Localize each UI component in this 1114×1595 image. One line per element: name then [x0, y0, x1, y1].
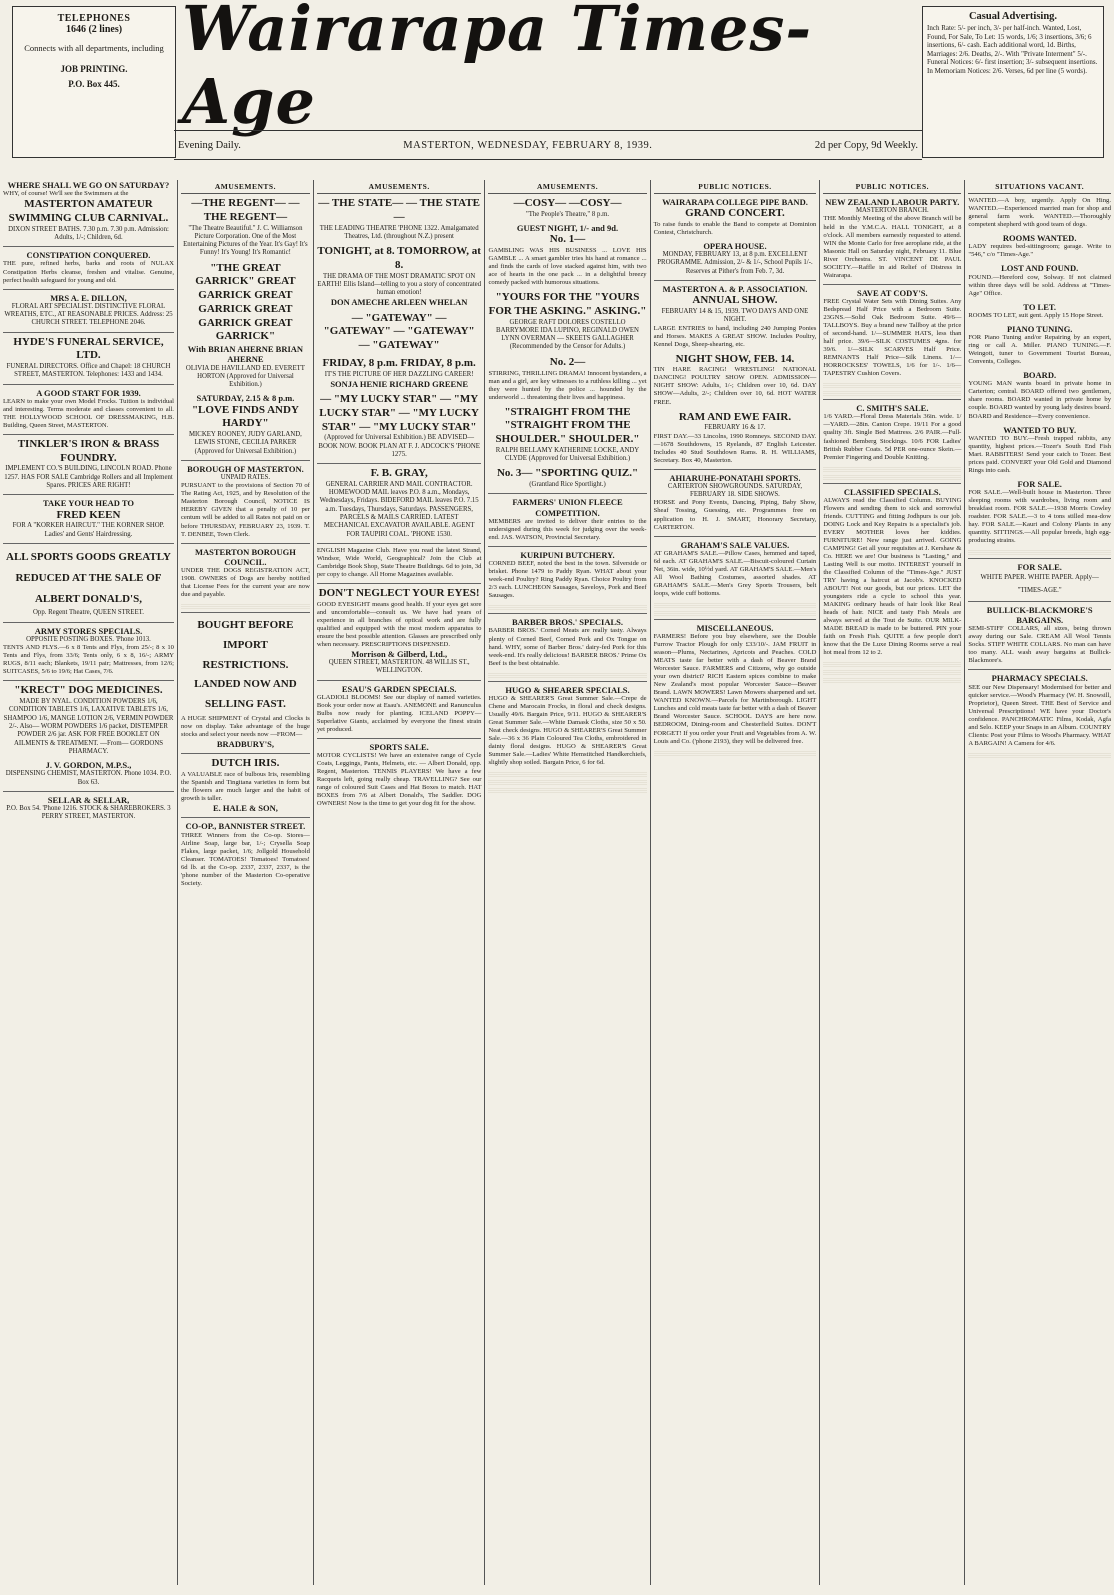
ad-title: —THE REGENT— —THE REGENT— [191, 197, 300, 223]
text-filler [823, 677, 961, 683]
ad-text: HORSE and Pony Events, Dancing, Piping, Baby Show, Sheaf Tossing, Guessing, etc. Programmes free on application to H. J. SMART, Honorary Secretary, CARTERTON. [653, 499, 817, 531]
ad-text: CORNED BEEF, noted the best in the town. Silverside or brisket. Phone 1479 to Paddy Ryan. WHAT about your week-end Poultry? Ring Paddy Ryan. Choice Poultry from 2/3 each. LUNCHEON Sausages, Saveloys, Pork and Beef Sausages. [488, 560, 647, 600]
text-filler [488, 779, 646, 785]
dateline-bar [174, 130, 922, 160]
ad-title: MASTERTON AMATEUR SWIMMING CLUB CARNIVAL. [8, 198, 169, 224]
column-2 [178, 180, 314, 1585]
ad-text: SEE our New Dispensary! Modernised for better and quicker service.—Wood's Pharmacy (W. H. Snowsill, Proprietor), Queen Street. THE Best of Service and Universal Prescriptions! WE have your Doctor's confidence. PANCHROMATIC Films, Kodak, Agfa and Selo. KEEP your Snaps in an Album. COUNTRY Clients: Post your Films to Wood's Pharmacy. WHAT A BARGAIN! A Camera for 4/6. [968, 683, 1111, 747]
ad-details: GENERAL CARRIER AND MAIL CONTRACTOR. HOMEWOOD MAIL leaves P.O. 8 a.m., Mondays, Wednesdays, Fridays. BIDEFORD MAIL leaves P.O. 7.15 a.m. Tuesdays, Thursdays, Saturdays. PASSENGERS, PARCELS & MAILS CARRIED. LATEST MECHANICAL EXCAVATOR AVAILABLE. AGENT FOR TAUPIRI COAL. 'PHONE 1530. [319, 480, 479, 538]
wanted-to-buy [968, 425, 1111, 475]
column-heading: AMUSEMENTS. [317, 180, 482, 194]
ad-details: "The People's Theatre," 8 p.m. [525, 210, 610, 218]
divider [823, 483, 961, 484]
price-label: 2d per Copy, 9d Weekly. [814, 139, 918, 151]
divider [317, 543, 482, 544]
ad-title: BOUGHT BEFORE IMPORT RESTRICTIONS. LANDED NOW AND SELLING FAST. [194, 619, 297, 711]
andy-hardy-ad [181, 393, 310, 456]
unpaid-rates-notice [181, 464, 310, 539]
ad-heading: With BRIAN AHERNE BRIAN AHERNE [187, 344, 304, 365]
ad-details: Opp. Regent Theatre, QUEEN STREET. [33, 609, 144, 617]
situations-vacant [968, 197, 1111, 229]
ad-title: TINKLER'S IRON & BRASS FOUNDRY. [17, 437, 160, 464]
ad-details: OPPOSITE POSTING BOXES. 'Phone 1013. [26, 635, 151, 643]
ad-title: No. 2— [549, 355, 586, 368]
edition-label: Evening Daily. [178, 139, 241, 151]
ad-details: THE DRAMA OF THE MOST DRAMATIC SPOT ON EARTH! Ellis Island—telling to you a story of concentrated human emotion! [317, 272, 482, 297]
regent-ad [181, 197, 310, 258]
text-filler [823, 466, 961, 472]
divider [654, 619, 817, 620]
ad-heading: CO-OP., BANNISTER STREET. [185, 821, 306, 832]
ad-heading: SPORTS SALE. [369, 742, 429, 753]
ad-title: DON'T NEGLECT YOUR EYES! [318, 587, 480, 599]
ad-title: No. 1— [549, 233, 586, 246]
ad-heading: DON AMECHE ARLEEN WHELAN [330, 297, 468, 308]
ad-title: TONIGHT, at 8. TOMORROW, at 8. [317, 245, 481, 271]
fb-gray-ad [317, 467, 482, 539]
divider [181, 817, 310, 818]
job-printing: JOB PRINTING. [60, 63, 128, 74]
eyes-ad [317, 587, 482, 676]
c-smiths-sale-ad [823, 403, 961, 461]
ad-text: ROOMS TO LET, suit gent. Apply 15 Hope Street. [968, 311, 1104, 319]
esau-garden-ad [317, 684, 482, 734]
ad-heading: MRS A. E. DILLON, [50, 292, 127, 303]
ad-text: 1/6 YARD.—Floral Dress Materials 36in. wide. 1/—YARD.—28in. Canton Crepe. 19/11 For a good quality 3ft. Single Bed Mattress. 2/6 PAIR.—Full-fashioned Bemberg Stockings. 10/6 FOR Ladies' British Rubber Coats. 5d PER one-ounce Skein.—Premier Fingering and Double Knitting. [823, 413, 962, 461]
ad-text: WANTED.—A boy, urgently. Apply On Hing. WANTED.—Experienced married man for shop and general farm work. WANTED.—Thoroughly competent shepherd with good team of dogs. [968, 197, 1111, 229]
masthead [0, 0, 1114, 178]
ad-text: FOUND.—Hereford cow, Solway. If not claimed within three days will be sold. Address at "Times-Age" Office. [968, 273, 1111, 297]
divider [317, 738, 482, 739]
telephones-label: TELEPHONES [57, 13, 131, 24]
ahiaruhe-sports-notice [654, 473, 817, 532]
ad-title: —COSY— —COSY— [513, 197, 622, 209]
miscellaneous-ads [654, 623, 817, 746]
ad-heading: FOR SALE. [1017, 478, 1062, 489]
ad-heading: MASTERTON BOROUGH COUNCIL. [194, 546, 296, 567]
ad-details: FEBRUARY 16 & 17. [704, 424, 766, 432]
ad-heading: PHARMACY SPECIALS. [991, 673, 1088, 684]
divider [968, 558, 1111, 559]
telephones-number: 1646 (2 lines) [65, 24, 123, 35]
ad-heading: BULLICK-BLACKMORE'S BARGAINS. [986, 604, 1093, 626]
ad-title: ANNUAL SHOW. [692, 294, 778, 307]
ad-details: FOR A "KORKER HAIRCUT." THE KORNER SHOP. Ladies' and Gents' Hairdressing. [12, 522, 165, 538]
bradburys-ad [181, 616, 310, 749]
divider [3, 384, 174, 385]
ad-details: MICKEY ROONEY, JUDY GARLAND, LEWIS STONE, CECILIA PARKER (Approved for Universal Exhibition.) [189, 431, 302, 455]
sellar-ad [3, 795, 174, 822]
newspaper-title: Wairarapa Times-Age [182, 0, 813, 138]
ad-title: No. 3— "SPORTING QUIZ." [496, 467, 639, 480]
ad-text: FARMERS! Before you buy elsewhere, see the Double Furrow Tractor Plough for only £33/10/-. JAM FRUIT in season—Plums, Nectarines, Apricots and Peaches. COLD MEATS taste far better with a dash of Beaver Brand Worcester Sauce. FARMERS and Citizens, why go outside your own district? RICH Eastern spices combine to make New Zealand's most popular Worcester Sauce—Beaver Brand. LAWN MOWERS! Lawn Mowers sharpened and set. WANTED KNOWN.—Parcels for Martinborough. LIGHT Lunches and cold meats taste far better with a dash of Beaver Brand Worcester Sauce. SCHOOL DAYS are here now. BEDROOM, Dining-room and Chesterfield Suites. DON'T FORGET! If you order your Fruit and Vegetables from A. W. Louis and Co. ('phone 2193), they will be delivered free. [653, 633, 817, 745]
ad-heading: GRAHAM'S SALE VALUES. [680, 539, 790, 550]
divider [3, 332, 174, 333]
ad-heading: TO LET. [1023, 301, 1057, 312]
text-filler [968, 752, 1111, 758]
codys-ad [823, 288, 961, 379]
magazine-club-ad [317, 547, 482, 579]
yours-for-asking-ad [488, 291, 646, 352]
text-filler [488, 604, 646, 610]
lost-and-found [968, 263, 1111, 297]
cosy-ad [488, 197, 646, 219]
ad-text: THE Monthly Meeting of the above Branch will be held in the Y.M.C.A. HALL TONIGHT, at 8 o'clock. All members earnestly requested to attend. WIN the Monte Carlo for free aeroplane ride, at the Masonic Hall on Saturday night, February 11. Blue River Orchestra. ST. VINCENT DE PAUL SOCIETY.—Raffle in aid Relief of Distress in Wairarapa. [823, 215, 962, 279]
ad-heading: J. V. GORDON, M.P.S., [45, 760, 132, 771]
ad-text: LEARN to make your own Model Frocks. Tuition is individual and interesting. Terms moderate and classes convenient to all. THE HOLLYWOOD SCHOOL OF DRESSMAKING, H.B. Building, Queen Street, MASTERTON. [3, 397, 174, 429]
ad-heading: FARMERS' UNION FLEECE COMPETITION. [512, 497, 623, 518]
column-4 [485, 180, 650, 1585]
ad-heading: WAIRARAPA COLLEGE PIPE BAND. [662, 197, 808, 207]
bullick-blackmore-ad [968, 605, 1111, 666]
ad-heading: BOROUGH OF MASTERTON. [187, 463, 304, 474]
ad-heading: SELLAR & SELLAR, [47, 794, 130, 805]
ad-details: MASTERTON BRANCH. [855, 207, 929, 215]
casual-advertising-rates: Inch Rate: 5/- per inch, 3/- per half-inch. Wanted, Lost, Found, For Sale, To Let: 15 words, 1/6; 3 insertions, 3/6; 6 insertions, 6/- cash. Each additional word, 1d. Births, Marriages: 2/6. Deaths, 2/-. With "Private Interment" 5/-. Funeral Notices: 6/- first insertion; 3/- subsequent insertions. In Memoriam Notices: 2/6. Verses, 6d per line (5 words). [927, 24, 1098, 75]
ad-heading: ROOMS WANTED. [1002, 233, 1077, 244]
classified-specials [823, 487, 961, 658]
ad-details: (Grantland Rice Sportlight.) [529, 481, 606, 489]
sports-goods-ad [3, 547, 174, 618]
column-heading: AMUSEMENTS. [488, 180, 646, 194]
rooms-wanted [968, 233, 1111, 259]
ad-title: GRAND CONCERT. [685, 207, 785, 220]
ad-text: MEMBERS are invited to deliver their entries to the undersigned during this week for judging over the week-end. JAS. WATSON, Provincial Secretary. [488, 517, 647, 541]
dogs-registration-notice [181, 547, 310, 600]
divider [488, 681, 646, 682]
ad-heading: CONSTIPATION CONQUERED. [26, 250, 151, 261]
ad-text: FIRST DAY.—33 Lincolns, 1990 Romneys. SECOND DAY.—1678 Southdowns, 15 Ryelands, 87 English Leicester. Includes 40 Stud Southdown Rams. R. H. WILLIAMS, Secretary. Box 40, Masterton. [653, 432, 817, 464]
divider [3, 791, 174, 792]
ad-heading: NEW ZEALAND LABOUR PARTY. [825, 197, 960, 207]
ad-details: P.O. Box 54. 'Phone 1216. STOCK & SHAREBROKERS. 3 PERRY STREET, MASTERTON. [6, 805, 171, 821]
ad-details: QUEEN STREET, MASTERTON. 48 WILLIS ST., WELLINGTON. [328, 659, 470, 675]
tinklers-ad [3, 438, 174, 490]
ad-heading: SAVE AT CODY'S. [857, 287, 928, 298]
ad-details: DISPENSING CHEMIST, MASTERTON. Phone 1034. P.O. Box 63. [5, 770, 172, 786]
ad-details: MADE BY NYAL. CONDITION POWDERS 1/6, CONDITION TABLETS 1/6, LAXATIVE TABLETS 1/6, SHAMPOO 1/6, MANGE LOTION 2/6, VERMIN POWDER 2/-. Also— WORM POWDERS 1/6 packet, DISTEMPER POWDER 2/6 jar. ASK FOR FREE BOOKLET ON AILMENTS & TREATMENT. —From— GORDONS PHARMACY. [3, 698, 174, 755]
ad-text: STIRRING, THRILLING DRAMA! Innocent bystanders, a man and a girl, are key witnesses to a ruthless killing ... yet they were hunted by the police ... hounded by the underworld ... threatening their lives and happiness. [488, 369, 647, 401]
ad-text: FOR SALE.—Well-built house in Masterton. Three sleeping rooms with wardrobes, living room and breakfast room. FOR SALE.—1938 Morris Cowley roadster. FOR SALE.—3 to 4 tons stilled mea-dow hay. FOR SALE.—Kauri and Colony Plants in any quantity. SITTINGS.—All popular breeds, high egg-producing strains. [968, 489, 1111, 545]
column-3 [314, 180, 486, 1585]
ad-heading: Morrison & Gilberd, Ltd., [351, 648, 448, 659]
column-6 [820, 180, 965, 1585]
ad-text: A HUGE SHIPMENT of Crystal and Clocks is now on display. Take advantage of the huge stocks and select your needs now —FROM— [180, 715, 310, 739]
ad-text: PURSUANT to the provisions of Section 70 of The Rating Act, 1925, and by Resolution of the Masterton Borough Council, NOTICE IS HEREBY GIVEN that a penalty of 10 per centum will be added to all Rates not paid on or before THURSDAY, FEBRUARY 23, 1939. T. T. DENBEE, Town Clerk. [180, 482, 310, 538]
ad-details: "The Theatre Beautiful." J. C. Williamson Picture Corporation. One of the Most Entertaining Pictures of the Year. It's Gay! It's Funny! It's Young! It's Romantic! [183, 224, 308, 257]
barber-bros-ad [488, 617, 646, 667]
gordon-chemist-ad [3, 760, 174, 787]
ad-details: RALPH BELLAMY KATHERINE LOCKE, ANDY CLYDE (Approved for Universal Exhibition.) [495, 446, 640, 463]
ad-heading: AHIARUHE-PONATAHI SPORTS. [669, 472, 801, 483]
divider [181, 543, 310, 544]
ad-heading: KURIPUNI BUTCHERY. [520, 549, 615, 560]
ad-title: "STRAIGHT FROM THE "STRAIGHT FROM THE SHOULDER." SHOULDER." [495, 405, 640, 446]
column-heading: PUBLIC NOTICES. [823, 180, 961, 194]
ad-title: FRED KEEN [56, 508, 121, 521]
ad-text: A VALUABLE race of bulbous Iris, resembling the Spanish and Tingitana varieties in form but the flowers are much larger and the habit of growth is taller. [180, 771, 310, 803]
friday-ad [317, 357, 482, 389]
ad-text: YOUNG MAN wants board in private home in Carterton; central. BOARD offered two gentlemen, share rooms. BOARD wanted in private home by couple. BOARD wanted by young lady desires board. BOARD and Residence—Every convenience. [968, 380, 1111, 420]
ad-title: RAM AND EWE FAIR. [678, 410, 792, 423]
dog-medicines-ad [3, 684, 174, 756]
ad-heading: TAKE YOUR HEAD TO [42, 498, 135, 509]
ad-text: SEMI-STIFF COLLARS, all sizes, being thrown away during our Sale. CREAM All Wool Tennis Socks. STIFF WHITE COLLARS. No man can have too many. ALL wash away bargains at Bullick-Blackmore's. [968, 625, 1111, 665]
ad-heading: SATURDAY, 2.15 & 8 p.m. [196, 393, 295, 404]
ad-heading: GUEST NIGHT, 1/- and 9d. [516, 223, 619, 234]
divider [181, 460, 310, 461]
divider [654, 280, 817, 281]
gateway-ad [317, 312, 482, 353]
divider [181, 612, 310, 613]
column-1 [0, 180, 178, 1585]
divider [968, 669, 1111, 670]
column-heading: PUBLIC NOTICES. [654, 180, 817, 194]
ad-text: ALWAYS read the Classified Column. BUYING Flowers and sending them to sick and sorrowful friends. CUTTING and fitting Jodhpurs is our job. DOING Lock and Key Repairs is a specialist's job. EVERY MOTHER loves her kiddies. FURNITURE! New range just arrived. GOING CAMPING! Get all your requisites at J. Kershaw & Co. HERE we are! Our business is "Lasting," and Lasting Well is our motto. INTEREST yourself in the Classified Column of the "Times-Age." JUST TRY having a haircut at Jacob's. KNOCKED ABOUT! Not our goods, but our prices. LET the youngsters ride a cycle to school this year. MAKING ordinary heads of hair look like Real heads of hair. NICE and tasty Fish Meals are always served at the Tout de Suite. OUR MILK-MADE BREAD is made to be buttered. PIN your faith on Fresh Fish. QUITE a few people don't know that the De Luxe Dining Rooms serve a real hot meal from 12 to 2. [823, 496, 962, 657]
divider [488, 493, 646, 494]
text-filler [181, 603, 310, 609]
ad-details: UNPAID RATES. [220, 474, 271, 482]
text-filler [968, 549, 1111, 555]
hugo-shearer-ad [488, 685, 646, 767]
ad-heading: BRADBURY'S, [216, 739, 274, 750]
ad-text: FREE Crystal Water Sets with Dining Suites. Any Bedspread Half Price with a Bedroom Suite. 23GNS.—Solid Oak Bedroom Suite. 49/6—TALLBOYS. Buy a brand new Tallboy at the price of second-hand. 1/—SUMMER HATS, less than half price. 39/6—SILK COSTUMES 4gns. for 39/6. 1/—SILK SCARVES Half Price. REMNANTS Half Price—Silk Linens. 1/—HORROCKSES' TOWELS, 1/6 for 1/-. 1/6—TAPESTRY Cushion Covers. [823, 297, 962, 378]
ad-text: LADY requires bed-sittingroom; garage. Write to "546," c/o "Times-Age." [968, 243, 1111, 259]
ad-details: CARTERTON SHOWGROUNDS. SATURDAY, FEBRUARY 18. SIDE SHOWS. [667, 482, 803, 499]
divider [3, 680, 174, 681]
grahams-sale-ad [654, 540, 817, 598]
column-7 [965, 180, 1114, 1585]
ad-title: "THE GREAT GARRICK" GREAT GARRICK GREAT GARRICK GREAT GARRICK GREAT GARRICK" [195, 261, 296, 343]
divider [3, 434, 174, 435]
text-filler [823, 382, 961, 388]
text-filler [823, 390, 961, 396]
pharmacy-specials [968, 673, 1111, 747]
army-stores-ad [3, 626, 174, 677]
ad-heading: WANTED TO BUY. [1003, 424, 1077, 435]
ad-text: UNDER THE DOGS REGISTRATION ACT, 1908. OWNERS of Dogs are hereby notified that License Fees for the current year are now due and payable. [180, 566, 310, 599]
state-theatre-ad [317, 197, 482, 241]
ad-heading: OPERA HOUSE. [703, 241, 767, 251]
ad-details: OLIVIA DE HAVILLAND ED. EVERETT HORTON (Approved for Universal Exhibition.) [185, 364, 305, 389]
ad-text: GAMBLING WAS HIS BUSINESS ... LOVE HIS GAMBLE ... A smart gambler tries his hand at romance ... and finds the cards of love stacked against him, with two ace of hearts in the one pack ... in a delightful breezy comedy packed with humorous situations. [488, 246, 647, 287]
divider [317, 680, 482, 681]
divider [3, 494, 174, 495]
text-filler [654, 602, 817, 608]
ad-details: IMPLEMENT CO.'S BUILDING, LINCOLN ROAD. Phone 1257. HAS FOR SALE Cambridge Rollers and all Implement Spares. PRICES ARE RIGHT! [4, 465, 173, 490]
ad-heading: C. SMITH'S SALE. [856, 403, 929, 414]
ad-text: MOTOR CYCLISTS! We have an extensive range of Cycle Coats, Leggings, Pants, Helmets, etc. — Albert Donald, opp. Regent, Masterton. TENNIS PLAYERS! We have a few Racquets left, going really cheap. TRAVELLING? See our range of coloured Suit Cases and Hat Boxes to match. HAT BOXES from 7/6 at Albert Donald's, The Saddler. DOG OWNERS! Now is the time to get your dog fit for the show. [316, 752, 482, 808]
tonight-ad [317, 245, 482, 308]
swimming-carnival-ad [3, 180, 174, 242]
ad-text: THE pure, refined herbs, barks and roots of NULAX Constipation Herbs cleanse, freshen and vitalise. Genuine, perfect health safeguard for young and old. [3, 260, 174, 284]
ad-text: TIN HARE RACING! WRESTLING! NATIONAL DANCING! POULTRY SHOW OPEN. ADMISSION—NIGHT SHOW: Adults, 1/-; Children over 10, 6d. DAY SHOW—Adults, 2/-; Children over 10, 6d. HOT WATER FREE. [653, 366, 817, 406]
divider [3, 543, 174, 544]
hydes-funeral-ad [3, 336, 174, 380]
text-filler [823, 669, 961, 675]
kuripuni-butchery-ad [488, 550, 646, 600]
ad-text: GLADIOLI BLOOMS! See our display of named varieties. Book your order now at Esau's. ANEMONE and Ranunculus Bulbs now ready for planting. ICELAND POPPY—Superlative Giants, acclaimed by everyone the finest strain yet produced. [316, 693, 482, 733]
ad-text: WHY, of course! We'll see the Swimmers at the [3, 190, 129, 198]
ad-details: FLORAL ART SPECIALIST. DISTINCTIVE FLORAL WREATHS, ETC., AT REASONABLE PRICES. Address: 25 CHURCH STREET. TELEPHONE 2046. [4, 302, 173, 327]
white-paper-ad [968, 562, 1111, 597]
ad-heading: BOARD. [1023, 370, 1057, 381]
ad-details: FEBRUARY 14 & 15, 1939. TWO DAYS AND ONE NIGHT. [661, 307, 809, 324]
labour-party-notice [823, 197, 961, 280]
ad-title: — "GATEWAY" — "GATEWAY" — "GATEWAY" — "GATEWAY" [323, 311, 475, 352]
divider [968, 601, 1111, 602]
ad-text: ENGLISH Magazine Club. Have you read the latest Strand, Windsor, Wide World, Geographical? Join the Club at Cambridge Book Shop, State Theatre Buildings. 6d to join, 3d per copy to change. All Home Magazines available. [316, 546, 482, 578]
divider [488, 613, 646, 614]
no2-ad [488, 356, 646, 402]
fred-keen-ad [3, 498, 174, 539]
ad-text: THREE Winners from the Co-op. Stores—Airline Soap, large bar, 1/-; Crysella Soap Flakes, large packet, 1/6; Jollgold Household Cleanser. TOMATOES! Tomatoes! Tomatoes! 6d lb. at the Co-op. 2337, 2337, 2337, is the 'phone number of the Masterton Co-operative Society. [180, 831, 310, 887]
ad-heading: SONJA HENIE RICHARD GREENE [330, 378, 468, 389]
text-filler [823, 474, 961, 480]
divider [3, 622, 174, 623]
dressmaking-ad [3, 388, 174, 430]
lucky-star-ad [317, 393, 482, 459]
night-show-notice [654, 353, 817, 407]
divider [654, 469, 817, 470]
guest-night-ad [488, 223, 646, 287]
dillon-ad [3, 293, 174, 328]
ad-heading: HUGO & SHEARER SPECIALS. [505, 684, 630, 695]
dutch-iris-ad [181, 757, 310, 813]
ad-heading: MASTERTON A. & P. ASSOCIATION. [662, 284, 808, 295]
casual-advertising-box [922, 6, 1104, 158]
ad-title: HYDE'S FUNERAL SERVICE, LTD. [13, 335, 164, 362]
nulax-ad [3, 250, 174, 284]
straight-shoulder-ad [488, 406, 646, 464]
ad-text: BARBER BROS.' Corned Meats are really tasty. Always plenty of Corned Beef, Corned Pork and Ox Tongue on hand. WHY, some of Barber Bros.' dairy-fed Pork for this week-end. It's really delicious! BARBER BROS.' Prime Ox Beef is the best obtainable. [488, 627, 647, 667]
board [968, 370, 1111, 420]
divider [317, 463, 482, 464]
telephones-box [12, 6, 176, 158]
text-filler [654, 750, 817, 756]
connects-text: Connects with all departments, including [24, 43, 164, 53]
dateline: MASTERTON, WEDNESDAY, FEBRUARY 8, 1939. [403, 139, 653, 151]
text-filler [654, 610, 817, 616]
ad-heading: ARMY STORES SPECIALS. [34, 625, 143, 636]
annual-show-notice [654, 284, 817, 349]
ad-details: (Approved for Universal Exhibition.) BE ADVISED—BOOK NOW. BOOK PLAN AT F. J. ADCOCK'S 'PHONE 1275. [318, 434, 480, 458]
sports-sale-ad [317, 742, 482, 808]
divider [3, 289, 174, 290]
divider [823, 284, 961, 285]
divider [654, 536, 817, 537]
ad-heading: E. HALE & SON, [212, 803, 278, 814]
ad-heading: BARBER BROS.' SPECIALS. [512, 617, 624, 628]
ad-heading: ESAU'S GARDEN SPECIALS. [341, 683, 457, 694]
text-filler [823, 661, 961, 667]
ad-heading: LOST AND FOUND. [1001, 263, 1079, 274]
columns [0, 180, 1114, 1590]
ad-details: WHITE PAPER. WHITE PAPER. Apply— "TIMES-AGE." [980, 574, 1099, 594]
ad-title: "LOVE FINDS ANDY HARDY" [191, 403, 299, 430]
ram-ewe-fair-notice [654, 411, 817, 465]
to-let [968, 302, 1111, 320]
divider [488, 546, 646, 547]
column-5 [651, 180, 821, 1585]
ad-title: DUTCH IRIS. [211, 757, 280, 770]
ad-title: — THE STATE— — THE STATE— [318, 197, 480, 223]
great-garrick-ad [181, 262, 310, 390]
ad-text: To raise funds to enable the Band to compete at Dominion Contest, Christchurch. [653, 220, 817, 236]
ad-details: THE LEADING THEATRE 'PHONE 1322. Amalgamated Theatres, Ltd. (throughout N.Z.) present [319, 224, 479, 240]
divider [823, 399, 961, 400]
ad-text: HUGO & SHEARER'S Great Summer Sale.—Crepe de Chene and Marocain Frocks, in floral and check designs. Usually 49/6. Bargain Price, 9/11. HUGO & SHEARER'S Great Summer Sale.—White Damask Cloths, size 50 x 50. Neat check designs. HUGO & SHEARER'S Great Summer Sale.—36 x 36 Plain Coloured Tea Cloths, embroidered in dainty floral designs. HUGO & SHEARER'S Great Summer Sale.—Ladies' White Hemstitched Handkerchiefs, slightly shop soiled. Bargain Price, 6 for 6d. [488, 694, 647, 767]
ad-details: DIXON STREET BATHS. 7.30 p.m. 7.30 p.m. Admission: Adults, 1/-; Children, 6d. [8, 225, 169, 241]
ad-heading: PIANO TUNING. [1006, 323, 1073, 334]
ad-title: F. B. GRAY, [370, 467, 428, 480]
text-filler [488, 672, 646, 678]
ad-title: "KRECT" DOG MEDICINES. [14, 684, 163, 697]
ad-heading: A GOOD START FOR 1939. [36, 387, 141, 398]
ad-text: GOOD EYESIGHT means good health. If your eyes get sore and uncomfortable—consult us. We have had years of experience in all branches of optical work and are fully qualified and equipped with the most modern apparatus to ensure the best possible attention. Glasses are prescribed only when necessary. PRESCRIPTIONS DISPENSED. [316, 600, 482, 648]
ad-text: WANTED TO BUY.—Fresh trapped rabbits, any quantity, highest prices.—Tozer's South End Fish Mart. RABBITERS! Send your catch to Tozer. Best prices paid. CONVERT your Old Gold and Diamond Rings into cash. [968, 434, 1111, 474]
ad-heading: FOR SALE. [1017, 562, 1062, 573]
sporting-quiz-ad [488, 467, 646, 489]
ad-details: MONDAY, FEBRUARY 13, at 8 p.m. EXCELLENT PROGRAMME. Admission, 2/- & 1/-, School Pupils 1/-. Reserves at Pither's from Feb. 7, 3d. [657, 251, 813, 275]
ad-title: "YOURS FOR THE "YOURS FOR THE ASKING." ASKING." [488, 291, 647, 317]
column-heading: AMUSEMENTS. [181, 180, 310, 194]
casual-advertising-heading: Casual Advertising. [968, 11, 1058, 22]
ad-text: LARGE ENTRIES to hand, including 240 Jumping Ponies and Horses. MAKES A GREAT SHOW. Includes Poultry, Kennel Dogs, Sheep-shearing, etc. [653, 324, 817, 348]
opera-house-notice [654, 241, 817, 276]
ad-details: GEORGE RAFT DOLORES COSTELLO BARRYMORE IDA LUPINO, REGINALD OWEN LYNN OVERMAN — SKEETS GALLAGHER (Recommended by the Censor for Adults.) [496, 318, 639, 351]
ad-heading: MISCELLANEOUS. [696, 622, 774, 633]
ad-text: TENTS AND FLYS.—6 x 8 Tents and Flys, from 25/-; 8 x 10 Tents and Flys, from 33/6; Tents only, 6 x 8, 16/-; ARMY RUGS, 8/11 each; Blankets, 19/11 pair; Mattresses, from 12/6; SUITCASES, 5/6 to 19/6; Hat Cases, 7/6. [3, 644, 174, 676]
for-sale [968, 479, 1111, 545]
coop-ad [181, 821, 310, 887]
ad-text: FOR Piano Tuning and/or Repairing by an expert, ring or call A. Miller. PIANO TUNING.—F. Weingott, tuner to Government Tourist Bureau, Convents, Colleges. [968, 334, 1111, 366]
ad-details: IT'S THE PICTURE OF HER DAZZLING CAREER! [324, 370, 474, 378]
piano-tuning [968, 324, 1111, 366]
text-filler [488, 787, 646, 793]
divider [317, 583, 482, 584]
po-box: P.O. Box 445. [68, 78, 120, 89]
ad-title: FRIDAY, 8 p.m. FRIDAY, 8 p.m. [322, 356, 476, 369]
ad-text: AT GRAHAM'S SALE.—Pillow Cases, hemmed and taped, 6d each. AT GRAHAM'S SALE.—Biscuit-coloured Curtain Net, 36in. wide, 10½d yard. AT GRAHAM'S SALE.—Men's All Wool Bathing Costumes, assorted shades. AT GRAHAM'S SALE.—Men's Grey Sports Trousers, belt loops, wide cuff bottoms. [653, 549, 817, 597]
divider [181, 753, 310, 754]
ad-title: ALL SPORTS GOODS GREATLY REDUCED AT THE SALE OF ALBERT DONALD'S, [6, 550, 171, 605]
text-filler [488, 771, 646, 777]
column-heading: SITUATIONS VACANT. [968, 180, 1111, 194]
fleece-competition-notice [488, 497, 646, 541]
ad-title: NIGHT SHOW, FEB. 14. [675, 352, 795, 365]
ad-heading: WHERE SHALL WE GO ON SATURDAY? [7, 180, 170, 190]
pipe-band-concert-notice [654, 197, 817, 237]
ad-heading: CLASSIFIED SPECIALS. [843, 486, 941, 497]
ad-title: — "MY LUCKY STAR" — "MY LUCKY STAR" — "MY LUCKY STAR" — "MY LUCKY STAR" [319, 393, 479, 433]
divider [3, 246, 174, 247]
ad-details: FUNERAL DIRECTORS. Office and Chapel: 18 CHURCH STREET, MASTERTON. Telephones: 1433 and 1434. [6, 363, 171, 379]
